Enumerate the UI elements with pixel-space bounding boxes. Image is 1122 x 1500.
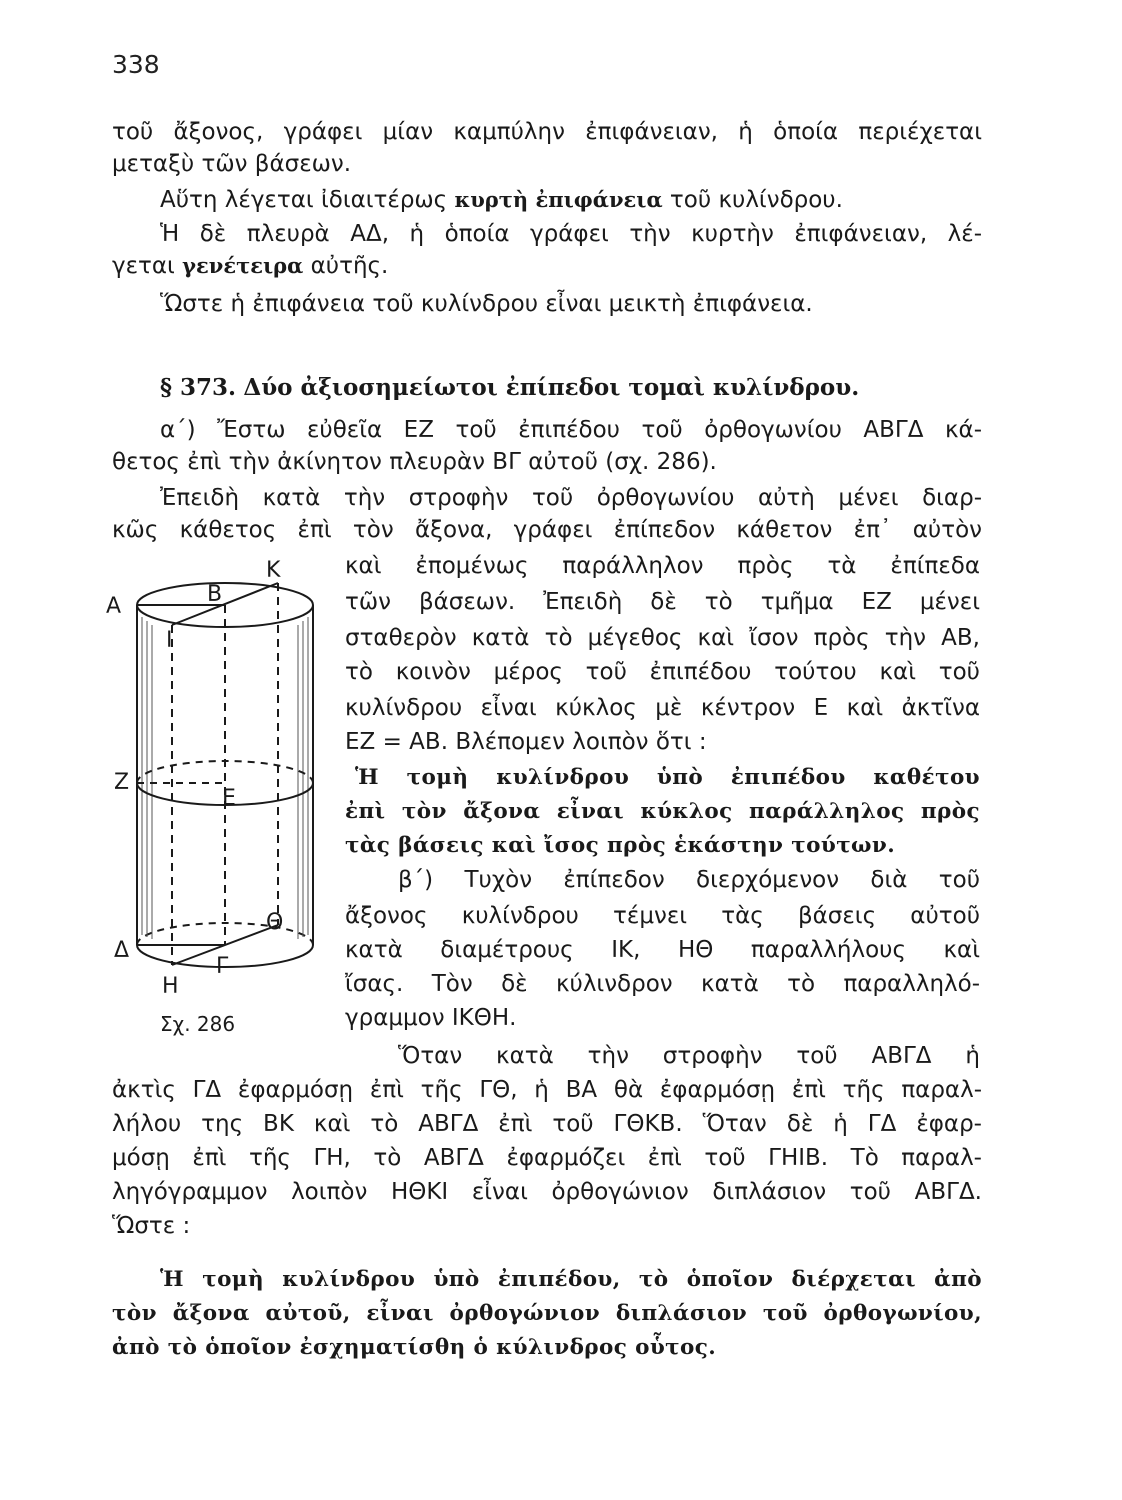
text-line: καὶ ἐπομένως παράλληλον πρὸς τὰ ἐπίπεδα [345,553,980,579]
text-line: ληγόγραμμον λοιπὸν ΗΘΚΙ εἶναι ὀρθογώνιον διπλάσιον τοῦ ΑΒΓΔ. [112,1179,982,1205]
text-line: ἀκτὶς ΓΔ ἐφαρμόσῃ ἐπὶ τῆς ΓΘ, ἡ ΒΑ θὰ ἐφαρμόσῃ ἐπὶ τῆς παραλ- [112,1077,982,1103]
defined-term: γενέτειρα [182,253,304,278]
text-line: κατὰ διαμέτρους ΙΚ, ΗΘ παραλλήλους καὶ [345,937,980,963]
theorem-line: Ἡ τομὴ κυλίνδρου ὑπὸ ἐπιπέδου, τὸ ὁποῖον διέρχεται ἀπὸ [160,1267,982,1292]
label-D: Δ [114,938,130,963]
text-line: ΕΖ = ΑΒ. Βλέπομεν λοιπὸν ὅτι : [345,729,707,755]
text-line: τοῦ ἄξονος, γράφει μίαν καμπύλην ἐπιφάνειαν, ἡ ὁποία περιέχεται [112,119,982,145]
theorem-line: τὸν ἄξονα αὐτοῦ, εἶναι ὀρθογώνιον διπλάσιον τοῦ ὀρθογωνίου, [112,1301,982,1326]
text-line: Ὅταν κατὰ τὴν στροφὴν τοῦ ΑΒΓΔ ἡ [398,1043,980,1069]
text-line: γραμμον ΙΚΘΗ. [345,1005,517,1031]
label-A: Α [106,594,122,619]
text-line: κῶς κάθετος ἐπὶ τὸν ἄξονα, γράφει ἐπίπεδον κάθετον ἐπ᾽ αὐτὸν [112,517,982,543]
text-line: ἄξονος κυλίνδρου τέμνει τὰς βάσεις αὐτοῦ [345,903,980,929]
text-line: θετος ἐπὶ τὴν ἀκίνητον πλευρὰν ΒΓ αὐτοῦ (σχ. 286). [112,449,717,475]
text-span: τοῦ κυλίνδρου. [662,187,843,213]
text-line: Ἡ δὲ πλευρὰ ΑΔ, ἡ ὁποία γράφει τὴν κυρτὴν ἐπιφάνειαν, λέ- [160,221,982,247]
text-line: μεταξὺ τῶν βάσεων. [112,151,352,177]
text-line: β΄) Τυχὸν ἐπίπεδον διερχόμενον διὰ τοῦ [398,867,980,893]
theorem-line: Ἡ τομὴ κυλίνδρου ὑπὸ ἐπιπέδου καθέτου [355,765,980,790]
text-span: Αὕτη λέγεται ἰδιαιτέρως [160,187,455,213]
section-heading [112,372,982,404]
figure-caption: Σχ. 286 [160,1012,236,1036]
text-line: λήλου της ΒΚ καὶ τὸ ΑΒΓΔ ἐπὶ τοῦ ΓΘΚΒ. Ὅταν δὲ ἡ ΓΔ ἐφαρ- [112,1111,982,1137]
text-line: μόσῃ ἐπὶ τῆς ΓΗ, τὸ ΑΒΓΔ ἐφαρμόζει ἐπὶ τοῦ ΓΗΙΒ. Τὸ παραλ- [112,1145,982,1171]
text-line [112,250,982,282]
section-mark: § 373. [160,374,237,401]
cylinder-drawing [137,583,313,967]
text-line: σταθερὸν κατὰ τὸ μέγεθος καὶ ἴσον πρὸς τὴν ΑΒ, [345,625,980,651]
label-I: Ι [166,628,173,653]
text-line: τῶν βάσεων. Ἐπειδὴ δὲ τὸ τμῆμα ΕΖ μένει [345,589,980,615]
text-line: τὸ κοινὸν μέρος τοῦ ἐπιπέδου τούτου καὶ τοῦ [345,659,980,685]
theorem-line: ἐπὶ τὸν ἄξονα εἶναι κύκλος παράλληλος πρὸς [345,799,980,824]
defined-term: κυρτὴ ἐπιφάνεια [454,187,663,212]
text-line: α΄) Ἔστω εὐθεῖα ΕΖ τοῦ ἐπιπέδου τοῦ ὀρθογωνίου ΑΒΓΔ κά- [160,417,982,443]
text-line [112,184,982,216]
cylinder-figure [100,555,340,995]
text-line: Ἐπειδὴ κατὰ τὴν στροφὴν τοῦ ὀρθογωνίου αὐτὴ μένει διαρ- [160,485,982,511]
text-line: κυλίνδρου εἶναι κύκλος μὲ κέντρον Ε καὶ ἀκτῖνα [345,695,980,721]
label-TH: Θ [266,910,284,935]
text-span: αὐτῆς. [303,253,389,279]
text-span: γεται [112,253,183,279]
label-B: Β [207,582,223,607]
text-line: ἴσας. Τὸν δὲ κύλινδρον κατὰ τὸ παραλληλό- [345,971,980,997]
text-line: Ὥστε : [112,1213,191,1239]
section-title: Δύο ἀξιοσημείωτοι ἐπίπεδοι τομαὶ κυλίνδρου. [243,374,860,401]
label-G: Γ [216,954,229,979]
label-K: Κ [266,558,281,583]
page-number: 338 [112,50,160,79]
label-H: Η [162,974,179,995]
label-Z: Ζ [114,770,130,795]
theorem-line: τὰς βάσεις καὶ ἴσος πρὸς ἑκάστην τούτων. [345,833,896,858]
text-line: Ὥστε ἡ ἐπιφάνεια τοῦ κυλίνδρου εἶναι μεικτὴ ἐπιφάνεια. [160,291,813,317]
theorem-line: ἀπὸ τὸ ὁποῖον ἐσχηματίσθη ὁ κύλινδρος οὗτος. [112,1335,717,1360]
label-E: Ε [222,786,236,811]
